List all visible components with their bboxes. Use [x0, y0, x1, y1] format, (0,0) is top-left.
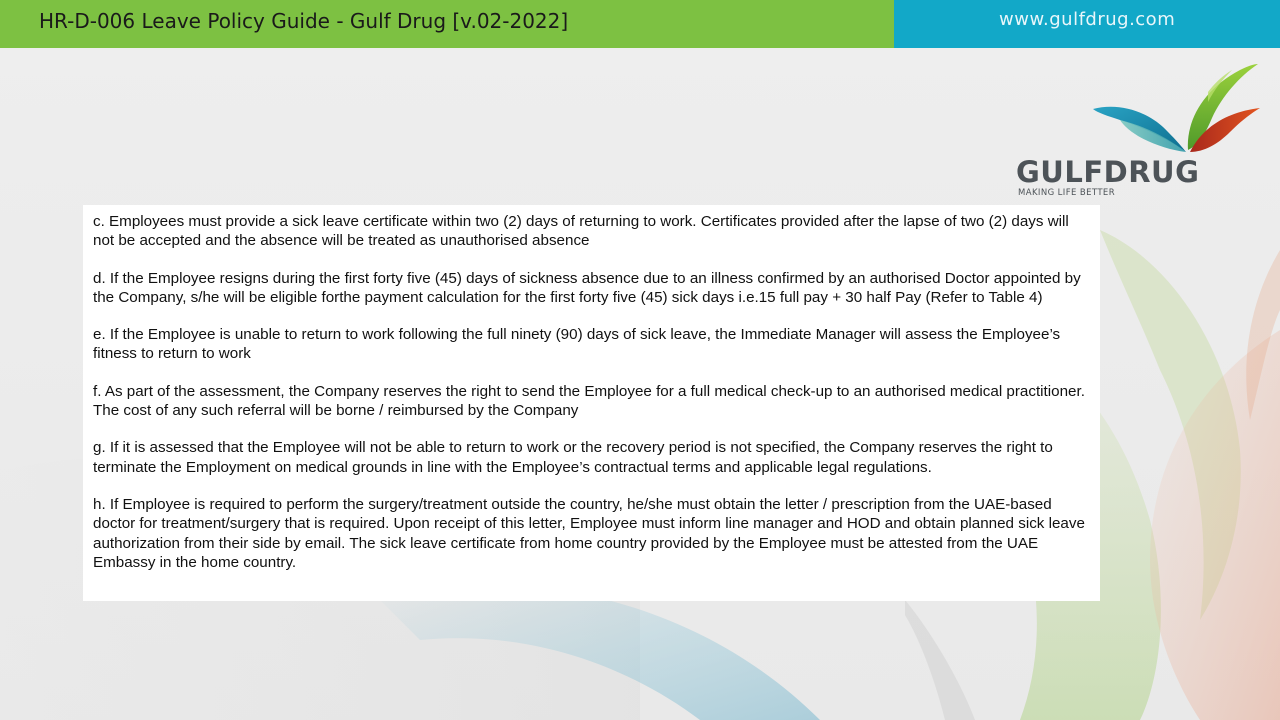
logo-tagline: MAKING LIFE BETTER: [1018, 188, 1115, 198]
gulfdrug-leaf-logo-icon: [1090, 62, 1265, 157]
policy-clause-c: c. Employees must provide a sick leave certificate within two (2) days of returning to work. Certificates provided after the lapse of two (2) days will not be accepted and the absence will be treated as unauthorised absence: [93, 213, 1069, 250]
policy-clause-f: f. As part of the assessment, the Company reserves the right to send the Employee for a full medical check-up to an authorised medical practitioner. The cost of any such referral will be borne / reimbursed by the Company: [93, 382, 1085, 420]
policy-clause-h: h. If Employee is required to perform the surgery/treatment outside the country, he/she must obtain the letter / prescription from the UAE-based doctor for treatment/surgery that is required. Upon receipt of this letter, Employee must inform line manager and HOD and obtain planned sick leave authorization from their side by email. The sick leave certificate from home country provided by the Employee must be attested from the UAE Embassy in the home country.: [93, 495, 1085, 571]
policy-clause-d: d. If the Employee resigns during the first forty five (45) days of sickness absence due to an illness confirmed by an authorised Doctor appointed by the Company, s/he will be eligible forthe payment calculation for the first forty five (45) sick days i.e.15 full pay + 30 half Pay (Refer to Table 4): [93, 269, 1081, 306]
website-url[interactable]: www.gulfdrug.com: [999, 9, 1176, 30]
document-title: HR-D-006 Leave Policy Guide - Gulf Drug [v.02-2022]: [39, 9, 569, 33]
policy-clause-g: g. If it is assessed that the Employee will not be able to return to work or the recovery period is not specified, the Company reserves the right to terminate the Employment on medical grounds in line with the Employee’s contractual terms and applicable legal regulations.: [93, 439, 1053, 476]
logo-wordmark: GULFDRUG: [1016, 155, 1200, 189]
policy-text-box: [83, 205, 1100, 601]
policy-clause-e: e. If the Employee is unable to return to work following the full ninety (90) days of sick leave, the Immediate Manager will assess the Employee’s fitness to return to work: [93, 326, 1061, 363]
